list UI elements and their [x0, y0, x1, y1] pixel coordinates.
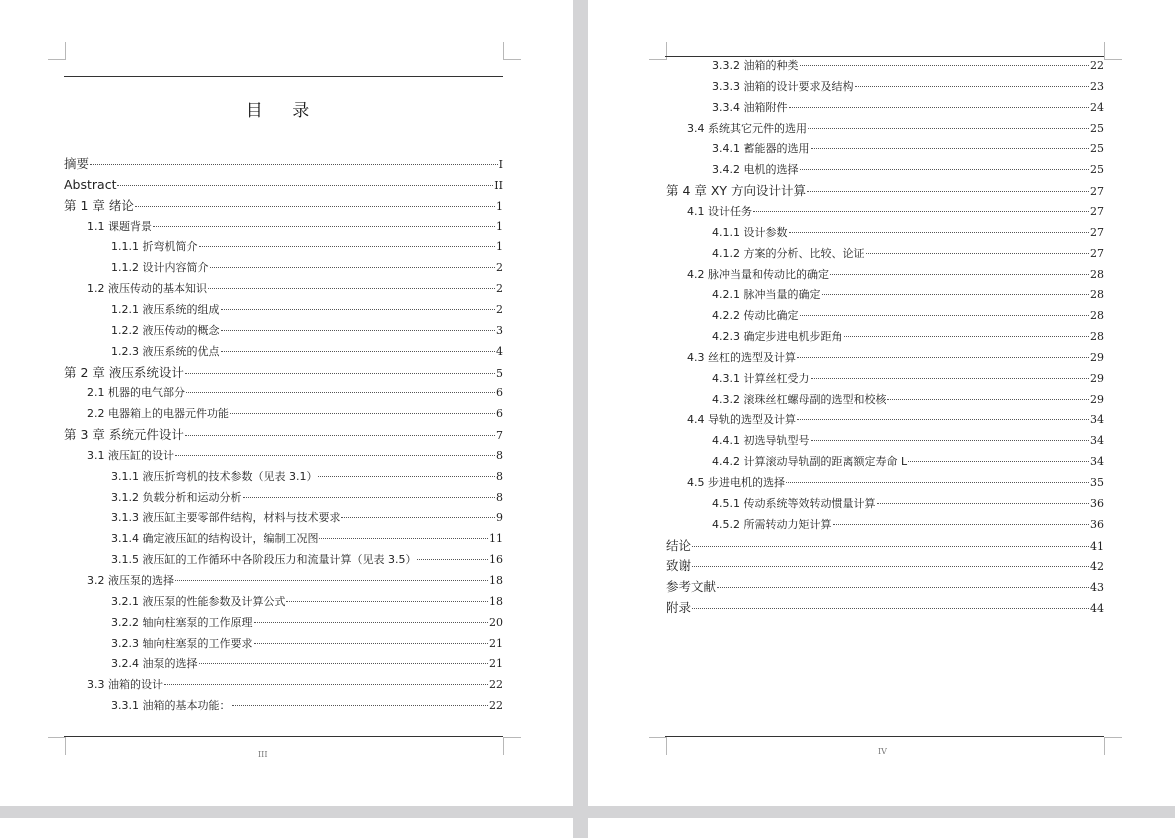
toc-entry-page-number: 43	[1090, 581, 1104, 595]
toc-entry-page-number: 16	[489, 553, 503, 567]
toc-entry-page-number: 35	[1090, 476, 1104, 489]
toc-entry-page-number: 2	[496, 282, 503, 296]
toc-entry-page-number: 9	[496, 511, 503, 525]
toc-entry[interactable]	[666, 557, 1104, 575]
toc-entry-label: 4.4.1 初选导轨型号	[712, 434, 810, 448]
toc-entry[interactable]	[87, 219, 503, 235]
toc-leader-dots	[232, 705, 489, 706]
toc-entry[interactable]	[687, 204, 1104, 220]
toc-entry-label: 3.4.2 电机的选择	[712, 163, 799, 177]
toc-entry-page-number: 42	[1090, 560, 1104, 574]
toc-leader-dots	[210, 267, 496, 268]
toc-entry-label: 4.5.2 所需转动力矩计算	[712, 517, 832, 531]
toc-leader-dots	[830, 274, 1089, 275]
toc-entry-page-number: 29	[1090, 350, 1104, 364]
toc-leader-dots	[319, 538, 488, 539]
toc-entry-page-number: 25	[1090, 163, 1104, 177]
toc-entry-page-number: 22	[489, 699, 503, 713]
toc-leader-dots	[908, 461, 1089, 462]
toc-leader-dots	[153, 226, 495, 227]
toc-entry-page-number: 1	[496, 199, 503, 213]
toc-entry-page-number: 41	[1090, 539, 1104, 553]
toc-entry-page-number: 7	[496, 429, 503, 443]
toc-leader-dots	[208, 288, 495, 289]
toc-entry-label: 3.3.3 油箱的设计要求及结构	[712, 79, 854, 93]
toc-entry-page-number: 20	[489, 615, 503, 629]
toc-leader-dots	[221, 351, 496, 352]
toc-entry-label: 1.2.3 液压系统的优点	[111, 344, 220, 358]
toc-entry-label: 3.3.4 油箱附件	[712, 100, 788, 114]
toc-entry-page-number: 28	[1090, 288, 1104, 302]
toc-entry[interactable]	[687, 121, 1104, 137]
toc-entry-page-number: 1	[496, 219, 503, 233]
toc-leader-dots	[807, 191, 1089, 192]
toc-entry-label: 4.4.2 计算滚动导轨副的距离额定寿命 L	[712, 455, 908, 469]
toc-leader-dots	[811, 440, 1090, 441]
toc-entry[interactable]	[111, 302, 503, 318]
toc-entry-page-number: 8	[496, 490, 503, 504]
document-page-right	[588, 0, 1175, 806]
toc-entry-page-number: 24	[1090, 100, 1104, 114]
toc-entry[interactable]	[87, 281, 503, 297]
toc-leader-dots	[221, 330, 496, 331]
toc-entry[interactable]	[87, 573, 503, 589]
toc-entry-page-number: 5	[496, 366, 503, 380]
toc-entry-label: 4.2.1 脉冲当量的确定	[712, 288, 821, 302]
toc-leader-dots	[186, 392, 495, 393]
toc-entry-page-number: 4	[496, 344, 503, 358]
toc-entry-page-number: 44	[1090, 602, 1104, 616]
toc-entry[interactable]	[111, 656, 503, 672]
toc-entry-page-number: 27	[1090, 225, 1104, 239]
toc-leader-dots	[692, 608, 1089, 609]
next-page-edge-right	[588, 818, 1175, 838]
toc-leader-dots	[230, 413, 495, 414]
toc-leader-dots	[822, 294, 1090, 295]
toc-leader-dots	[753, 211, 1089, 212]
toc-leader-dots	[199, 663, 489, 664]
crop-mark-bottom-right	[1104, 737, 1122, 755]
toc-entry-label: 摘要	[64, 156, 90, 171]
toc-entry-page-number: 28	[1090, 330, 1104, 344]
toc-entry[interactable]	[712, 225, 1104, 241]
crop-mark-top-right	[503, 42, 521, 60]
toc-entry-page-number: I	[498, 158, 503, 171]
toc-entry[interactable]	[111, 323, 503, 339]
toc-entry[interactable]	[111, 698, 503, 714]
toc-entry[interactable]	[712, 79, 1104, 95]
toc-entry-label: 第 3 章 系统元件设计	[64, 427, 184, 443]
toc-entry[interactable]	[712, 287, 1104, 303]
toc-entry-label: 附录	[666, 600, 692, 616]
toc-entry-label: 第 4 章 XY 方向设计计算	[666, 183, 807, 199]
page-number-footer: IV	[878, 747, 887, 756]
toc-entry-page-number: 36	[1090, 496, 1104, 510]
toc-entry-label: 3.3.2 油箱的种类	[712, 59, 799, 72]
toc-leader-dots	[341, 517, 495, 518]
toc-entry-label: Abstract	[64, 176, 117, 192]
toc-entry-page-number: 27	[1090, 204, 1104, 218]
toc-entry[interactable]	[712, 517, 1104, 533]
toc-entry-page-number: 29	[1090, 371, 1104, 385]
toc-leader-dots	[797, 357, 1089, 358]
toc-entry-label: 3.1.4 确定液压缸的结构设计，编制工况图	[111, 532, 319, 546]
toc-entry-label: 3.2.3 轴向柱塞泵的工作要求	[111, 636, 253, 650]
toc-entry-page-number: 25	[1090, 121, 1104, 135]
toc-entry-page-number: 27	[1090, 185, 1104, 199]
toc-leader-dots	[243, 497, 496, 498]
toc-entry-label: 第 1 章 绪论	[64, 197, 134, 213]
toc-entry-label: 1.2.1 液压系统的组成	[111, 302, 220, 316]
toc-entry-label: 4.4 导轨的选型及计算	[687, 413, 796, 427]
toc-entry[interactable]	[712, 246, 1104, 262]
toc-entry[interactable]	[712, 141, 1104, 157]
toc-entry-page-number: II	[494, 178, 503, 192]
toc-leader-dots	[717, 587, 1089, 588]
toc-entry[interactable]	[64, 155, 503, 173]
toc-entry[interactable]	[64, 426, 503, 444]
page-number-footer: III	[258, 750, 268, 759]
toc-entry-label: 3.2.4 油泵的选择	[111, 657, 198, 671]
toc-leader-dots	[164, 684, 488, 685]
toc-entry-label: 参考文献	[666, 579, 717, 595]
toc-entry[interactable]	[712, 329, 1104, 345]
toc-entry-label: 1.2 液压传动的基本知识	[87, 282, 207, 296]
toc-entry-page-number: 2	[496, 261, 503, 275]
toc-entry[interactable]	[111, 552, 503, 568]
toc-entry-page-number: 6	[496, 386, 503, 400]
toc-entry[interactable]	[712, 454, 1104, 470]
toc-entry-label: 4.5.1 传动系统等效转动惯量计算	[712, 496, 876, 510]
toc-entry-page-number: 21	[489, 657, 503, 671]
toc-entry-label: 2.1 机器的电气部分	[87, 386, 185, 400]
toc-entry-label: 3.2.1 液压泵的性能参数及计算公式	[111, 594, 286, 608]
toc-entry-label: 3.1.3 液压缸主要零部件结构，材料与技术要求	[111, 511, 341, 525]
toc-entry[interactable]	[666, 537, 1104, 555]
toc-entry[interactable]	[87, 448, 503, 464]
toc-entry-label: 1.1.2 设计内容简介	[111, 261, 209, 275]
toc-leader-dots	[221, 309, 496, 310]
crop-mark-bottom-left	[649, 737, 667, 755]
toc-leader-dots	[811, 148, 1090, 149]
toc-entry-label: 3.2.2 轴向柱塞泵的工作原理	[111, 615, 253, 629]
crop-mark-bottom-left	[48, 737, 66, 755]
crop-mark-bottom-right	[503, 737, 521, 755]
next-page-edge-left	[0, 818, 573, 838]
toc-entry-page-number: 2	[496, 302, 503, 316]
toc-leader-dots	[800, 169, 1090, 170]
toc-entry[interactable]	[712, 162, 1104, 178]
crop-mark-top-left	[48, 42, 66, 60]
toc-entry-label: 4.3.2 滚珠丝杠螺母副的选型和校核	[712, 392, 887, 406]
toc-leader-dots	[117, 185, 493, 186]
toc-entry[interactable]	[687, 350, 1104, 366]
toc-leader-dots	[692, 566, 1089, 567]
toc-entry-page-number: 22	[489, 678, 503, 692]
toc-entry-page-number: 6	[496, 407, 503, 421]
toc-entry-page-number: 18	[489, 594, 503, 608]
toc-entry-page-number: 21	[489, 636, 503, 650]
toc-entry-page-number: 28	[1090, 267, 1104, 281]
toc-entry[interactable]	[712, 392, 1104, 408]
toc-entry-page-number: 34	[1090, 455, 1104, 469]
toc-entry-label: 3.3 油箱的设计	[87, 678, 163, 692]
toc-entry-label: 4.2.2 传动比确定	[712, 309, 799, 323]
toc-entry-page-number: 1	[496, 240, 503, 254]
toc-entry[interactable]	[712, 433, 1104, 449]
toc-entry-label: 1.2.2 液压传动的概念	[111, 323, 220, 337]
toc-entry-label: 3.3.1 油箱的基本功能：	[111, 699, 231, 713]
toc-entry-page-number: 27	[1090, 246, 1104, 260]
toc-leader-dots	[90, 164, 498, 165]
toc-leader-dots	[887, 399, 1089, 400]
toc-entry-page-number: 34	[1090, 434, 1104, 448]
toc-entry-label: 2.2 电器箱上的电器元件功能	[87, 407, 229, 421]
toc-entry-page-number: 25	[1090, 142, 1104, 156]
toc-entry[interactable]	[111, 594, 503, 610]
toc-entry-label: 4.3 丝杠的选型及计算	[687, 350, 796, 364]
footer-rule	[665, 736, 1104, 737]
toc-leader-dots	[866, 253, 1090, 254]
toc-entry-label: 1.1.1 折弯机简介	[111, 240, 198, 254]
toc-entry-label: 4.5 步进电机的选择	[687, 476, 785, 489]
toc-leader-dots	[855, 86, 1090, 87]
toc-entry-page-number: 34	[1090, 413, 1104, 427]
toc-entry-label: 4.2 脉冲当量和传动比的确定	[687, 267, 829, 281]
toc-leader-dots	[800, 65, 1090, 66]
toc-leader-dots	[789, 107, 1090, 108]
header-rule	[64, 76, 503, 77]
toc-entry-label: 3.1.1 液压折弯机的技术参数（见表 3.1）	[111, 469, 318, 483]
toc-entry[interactable]	[87, 385, 503, 401]
toc-entry[interactable]	[111, 615, 503, 631]
toc-entry[interactable]	[687, 267, 1104, 283]
toc-entry-label: 4.1.1 设计参数	[712, 225, 788, 239]
toc-leader-dots	[254, 622, 489, 623]
toc-entry-label: 4.3.1 计算丝杠受力	[712, 371, 810, 385]
toc-leader-dots	[797, 419, 1089, 420]
toc-entry-label: 结论	[666, 537, 692, 553]
toc-entry[interactable]	[111, 239, 503, 255]
toc-entry[interactable]	[687, 475, 1104, 491]
toc-entry-page-number: 22	[1090, 59, 1104, 72]
toc-leader-dots	[789, 232, 1090, 233]
toc-entry-page-number: 18	[489, 574, 503, 587]
toc-entry[interactable]	[666, 578, 1104, 596]
toc-entry[interactable]	[87, 406, 503, 422]
crop-mark-top-right	[1104, 42, 1122, 60]
toc-leader-dots	[811, 378, 1090, 379]
toc-leader-dots	[318, 476, 495, 477]
toc-entry-label: 3.1 液压缸的设计	[87, 448, 174, 462]
toc-leader-dots	[808, 128, 1089, 129]
toc-entry-page-number: 3	[496, 323, 503, 337]
toc-entry[interactable]	[712, 496, 1104, 512]
toc-entry[interactable]	[111, 510, 503, 526]
toc-entry[interactable]	[111, 531, 503, 547]
toc-entry[interactable]	[111, 344, 503, 360]
toc-entry-page-number: 36	[1090, 517, 1104, 531]
toc-leader-dots	[833, 524, 1090, 525]
toc-entry[interactable]	[687, 412, 1104, 428]
footer-rule	[64, 736, 503, 737]
toc-leader-dots	[185, 435, 495, 436]
toc-title: 目 录	[245, 101, 322, 121]
toc-leader-dots	[844, 336, 1090, 337]
toc-entry-page-number: 29	[1090, 392, 1104, 406]
toc-entry[interactable]	[712, 308, 1104, 324]
toc-entry[interactable]	[111, 490, 503, 506]
toc-entry[interactable]	[111, 636, 503, 652]
toc-entry[interactable]	[712, 58, 1104, 74]
toc-entry-label: 3.2 液压泵的选择	[87, 574, 174, 587]
toc-entry[interactable]	[64, 364, 503, 382]
toc-entry-label: 4.1.2 方案的分析、比较、论证	[712, 246, 865, 260]
toc-leader-dots	[135, 206, 495, 207]
toc-entry[interactable]	[111, 260, 503, 276]
toc-entry[interactable]	[712, 100, 1104, 116]
toc-entry[interactable]	[64, 197, 503, 215]
toc-entry-label: 1.1 课题背景	[87, 219, 152, 233]
toc-entry-page-number: 23	[1090, 79, 1104, 93]
toc-entry[interactable]	[111, 469, 503, 485]
toc-leader-dots	[877, 503, 1090, 504]
document-page-left	[0, 0, 573, 806]
toc-entry-page-number: 8	[496, 448, 503, 462]
crop-mark-top-left	[649, 42, 667, 60]
toc-entry-label: 4.2.3 确定步进电机步距角	[712, 330, 843, 344]
toc-entry-label: 3.4.1 蓄能器的选用	[712, 142, 810, 156]
toc-entry-label: 4.1 设计任务	[687, 204, 752, 218]
toc-entry[interactable]	[64, 176, 503, 194]
toc-leader-dots	[786, 482, 1089, 483]
toc-leader-dots	[286, 601, 488, 602]
toc-leader-dots	[175, 455, 495, 456]
toc-entry[interactable]	[666, 599, 1104, 617]
toc-entry-label: 3.4 系统其它元件的选用	[687, 121, 807, 135]
toc-leader-dots	[185, 373, 495, 374]
toc-leader-dots	[175, 580, 488, 581]
toc-leader-dots	[417, 559, 488, 560]
toc-entry[interactable]	[87, 677, 503, 693]
toc-entry-page-number: 8	[496, 469, 503, 483]
toc-entry-label: 第 2 章 液压系统设计	[64, 364, 184, 380]
toc-leader-dots	[254, 643, 489, 644]
toc-leader-dots	[199, 246, 496, 247]
header-rule	[665, 56, 1104, 57]
toc-leader-dots	[692, 546, 1089, 547]
toc-entry-page-number: 28	[1090, 309, 1104, 323]
toc-entry-page-number: 11	[489, 532, 503, 546]
toc-entry[interactable]	[712, 371, 1104, 387]
toc-entry-label: 3.1.2 负载分析和运动分析	[111, 490, 242, 504]
toc-leader-dots	[800, 315, 1090, 316]
toc-entry-label: 3.1.5 液压缸的工作循环中各阶段压力和流量计算（见表 3.5）	[111, 553, 417, 567]
toc-entry[interactable]	[666, 182, 1104, 200]
toc-entry-label: 致谢	[666, 558, 692, 574]
